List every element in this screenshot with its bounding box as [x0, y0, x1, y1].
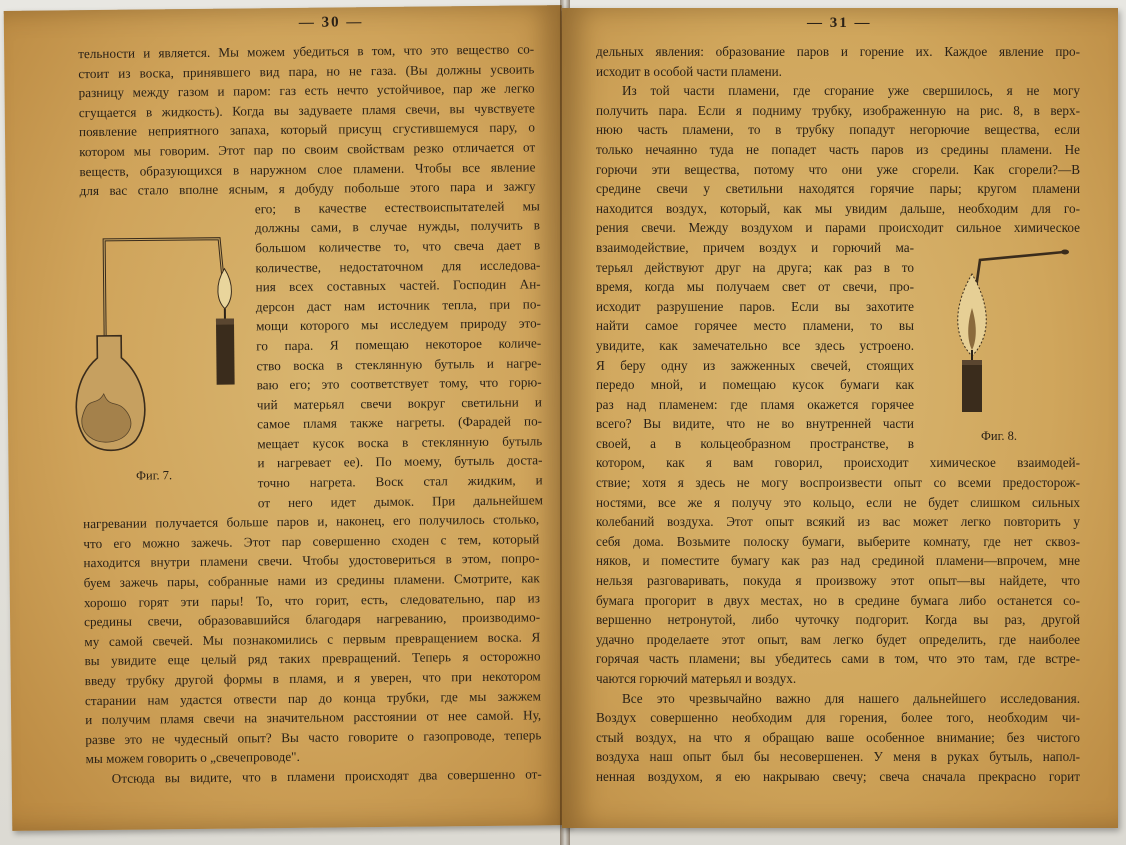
text-line: разве это не чудесный опыт? Вы часто говорите о газопроводе, теперь [85, 727, 542, 747]
text-line: бумага прогорит в двух местах, но в средине бумага либо останется со- [596, 592, 1080, 608]
text-line: находится внутри пламени свечи. Чтобы удостовериться в этом, попро- [83, 550, 540, 571]
figure-7 [64, 216, 242, 486]
right-text-bottom [596, 453, 1080, 786]
text-line: увидите, как замечательно все здесь устроено. [596, 337, 914, 353]
text-line: ство воска в стеклянную бутыль и нагре- [256, 354, 542, 373]
left-page [4, 5, 571, 831]
text-line: стоит из воска, принявшего вид пара, но не газа. (Вы должны усвоить [78, 60, 535, 81]
text-line: ваю его; это соответствует тому, что горю- [256, 374, 542, 393]
right-page [562, 8, 1118, 828]
text-line: получить пара. Если я подниму трубку, изображенную на рис. 8, в верх- [596, 102, 1080, 118]
page-number-left: — 30 — [298, 14, 364, 31]
text-line: ностями, все же я получу это кольцо, если не будет слишком сильных [596, 494, 1080, 510]
text-line: тельности и является. Мы можем убедиться в том, что это вещество со- [78, 41, 535, 62]
text-line: чий матерьял свечи вокруг светильни и [256, 394, 542, 413]
text-line: от него идет дымок. При дальнейшем [257, 491, 543, 510]
text-line: для вас стало вполне ясным, я добуду побольше этого пара и зажгу [79, 178, 536, 199]
text-line: ненная воздухом, я ею накрываю свечу; свеча сначала прекрасно горит [596, 768, 1080, 784]
figure-8 [924, 238, 1074, 446]
figure-caption: Фиг. 7. [136, 467, 173, 483]
text-line: ствие; хотя я здесь не могу воспроизвести опыт со всеми предосторож- [596, 475, 1080, 491]
text-line: дерсон даст нам источник тепла, при по- [255, 296, 541, 315]
text-line: своей, а в кольцеобразном пространстве, в [596, 435, 914, 451]
text-line: колебаний воздуха. Этот опыт всякий из вас может легко повторить у [596, 514, 1080, 530]
text-line: котором, как я вам говорил, происходит химическое взаимодей- [596, 455, 1080, 471]
left-text-bottom [83, 510, 542, 789]
text-line: няков, и поместите бумагу как раз над срединой пламени—впрочем, мне [596, 553, 1080, 569]
text-line: го пара. Я помещаю некоторое количе- [256, 335, 542, 354]
text-line: всего? Вы видите, что не во внутренней части [596, 416, 914, 432]
text-line: нюю часть пламени, то в трубку попадут негорючие вещества, если [596, 122, 1080, 138]
text-line: нельзя разговаривать, покуда я произвожу этот опыт—вы найдете, что [596, 573, 1080, 589]
text-line: средины свечи, образовавшийся благодаря нагреванию, производимо- [84, 609, 541, 630]
text-line: большом количестве то, что свеча дает в [255, 237, 541, 256]
text-line: му самой свечей. Мы познакомились с первым превращением воска. Я [84, 629, 541, 649]
page-number-right: — 31 — [807, 15, 872, 31]
candle-tube-illustration [924, 238, 1074, 418]
text-line: Все это чрезвычайно важно для нашего дальнейшего исследования. [622, 690, 1080, 706]
text-line: исходит в особой части пламени. [596, 63, 782, 79]
text-line: самое пламя также нагреты. (Фарадей по- [256, 413, 543, 432]
text-line: точно нагрета. Воск стал жидким, и [257, 472, 543, 491]
text-line: мещает кусок воска в стеклянную бутыль [257, 433, 543, 452]
text-line: и нагревает ее). По моему, бутыль доста- [257, 452, 543, 471]
text-line: воздуха наш опыт был бы несовершенен. У меня в руках бутыль, напол- [596, 749, 1080, 765]
text-line: и получим пламя свечи на значительном расстоянии от нее самой. Ну, [85, 707, 542, 728]
text-line: количестве, недостаточном для исследова- [255, 256, 541, 275]
text-line: средине свечи у светильни находятся горячие пары; кругом пламени [596, 181, 1080, 197]
text-line: мощи которого мы исследуем природу это- [255, 315, 542, 334]
text-line: Воздух совершенно необходим для горения, более того, необходим чи- [596, 710, 1080, 726]
text-line: горючи эти вещества, потому что они уже сгорели. Как сгорели?—В [596, 161, 1080, 177]
text-line: хорошо горят эти пары! То, что горит, есть, следовательно, пар из [83, 589, 540, 610]
text-line: Я беру одну из зажженных свечей, стоящих [596, 357, 914, 373]
text-line: дельных явления: образование паров и горение их. Каждое явление про- [596, 44, 1080, 59]
text-line: раз над пламенем: где пламя окажется горячее [596, 396, 914, 412]
text-line: удачно проделаете этот опыт, вам легко будет определить, где наиболее [596, 631, 1080, 647]
flask-tube-candle-illustration [64, 216, 242, 458]
text-line: время, когда мы получаем свет от свечи, про- [596, 279, 914, 295]
text-line: рения свечи. Между воздухом и парами происходит сильное химическое [596, 220, 1080, 236]
text-line: ния всех составных частей. Господин Ан- [255, 276, 541, 295]
text-line: найти самое горячее место пламени, то вы [596, 318, 914, 334]
text-line: чаются горючий матерьял и воздух. [596, 671, 797, 686]
text-line: старании нам удастся отвести пар до конца трубки, где мы зажжем [84, 687, 541, 708]
text-line: мы можем говорить о „свечепроводе". [85, 749, 300, 767]
text-line: должны сами, в случае нужды, получить в [254, 217, 541, 236]
right-text-top [596, 42, 1080, 238]
left-text-top [78, 39, 536, 201]
text-line: терьял действуют друг на друга; как раз в то [596, 259, 914, 275]
text-line: введу трубку другой формы в пламя, и я уверен, что при некотором [84, 668, 541, 689]
text-line: нагревании получается больше паров и, наконец, его получилось столько, [83, 511, 540, 532]
text-line: горячая часть пламени; вы убедитесь сами в том, что это там, где встре- [596, 651, 1080, 667]
text-line: вершенно нетронутой, либо чуточку подгорит. Когда вы раз, другой [596, 612, 1080, 628]
figure-caption: Фиг. 8. [981, 428, 1017, 443]
text-line: себя дома. Возьмите полоску бумаги, выберите комнату, где нет сквоз- [596, 533, 1080, 549]
left-text-wrap [254, 196, 543, 512]
text-line: сгущается в жидкость). Когда вы задуваете пламя свечи, вы чувствуете [78, 100, 535, 120]
text-line: стый воздух, на что я обращаю ваше особенное внимание; без чистого [596, 729, 1080, 745]
text-line: котором мы говорим. Этот пар по своим свойствам резко отличается от [79, 139, 536, 160]
text-line: находится воздух, который, как мы увидим дальше, необходим для го- [596, 200, 1080, 216]
text-line: исходит разрушение паров. Если вы захотите [596, 298, 914, 314]
text-line: разницу между газом и паром: газ есть нечто устойчивое, пар же легко [78, 80, 535, 101]
text-line: веществ, образующихся в наружном слое пламени. Чтобы все явление [79, 158, 536, 179]
text-line: появление неприятного запаха, который присущ сгустившемуся пару, о [78, 119, 536, 140]
text-line: только нечаянно туда не попадет часть паров из средины пламени. Не [596, 141, 1080, 157]
text-line: передо мной, и помещаю кусок бумаги как [596, 377, 914, 393]
text-line: Отсюда вы видите, что в пламени происходят два совершенно от- [111, 766, 542, 786]
text-line: что его можно зажечь. Этот пар совершенно сходен с тем, который [83, 531, 540, 551]
text-line: Из той части пламени, где сгорание уже свершилось, я не могу [622, 83, 1080, 99]
text-line: взаимодействие, причем воздух и горючий ма- [596, 239, 914, 255]
text-line: его; в качестве естествоиспытателей мы [254, 198, 540, 217]
text-line: вы увидите еще целый ряд таких превращений. Теперь я осторожно [84, 648, 541, 669]
text-line: буем зажечь пары, собранные нами из средины пламени. Смотрите, как [83, 570, 540, 591]
